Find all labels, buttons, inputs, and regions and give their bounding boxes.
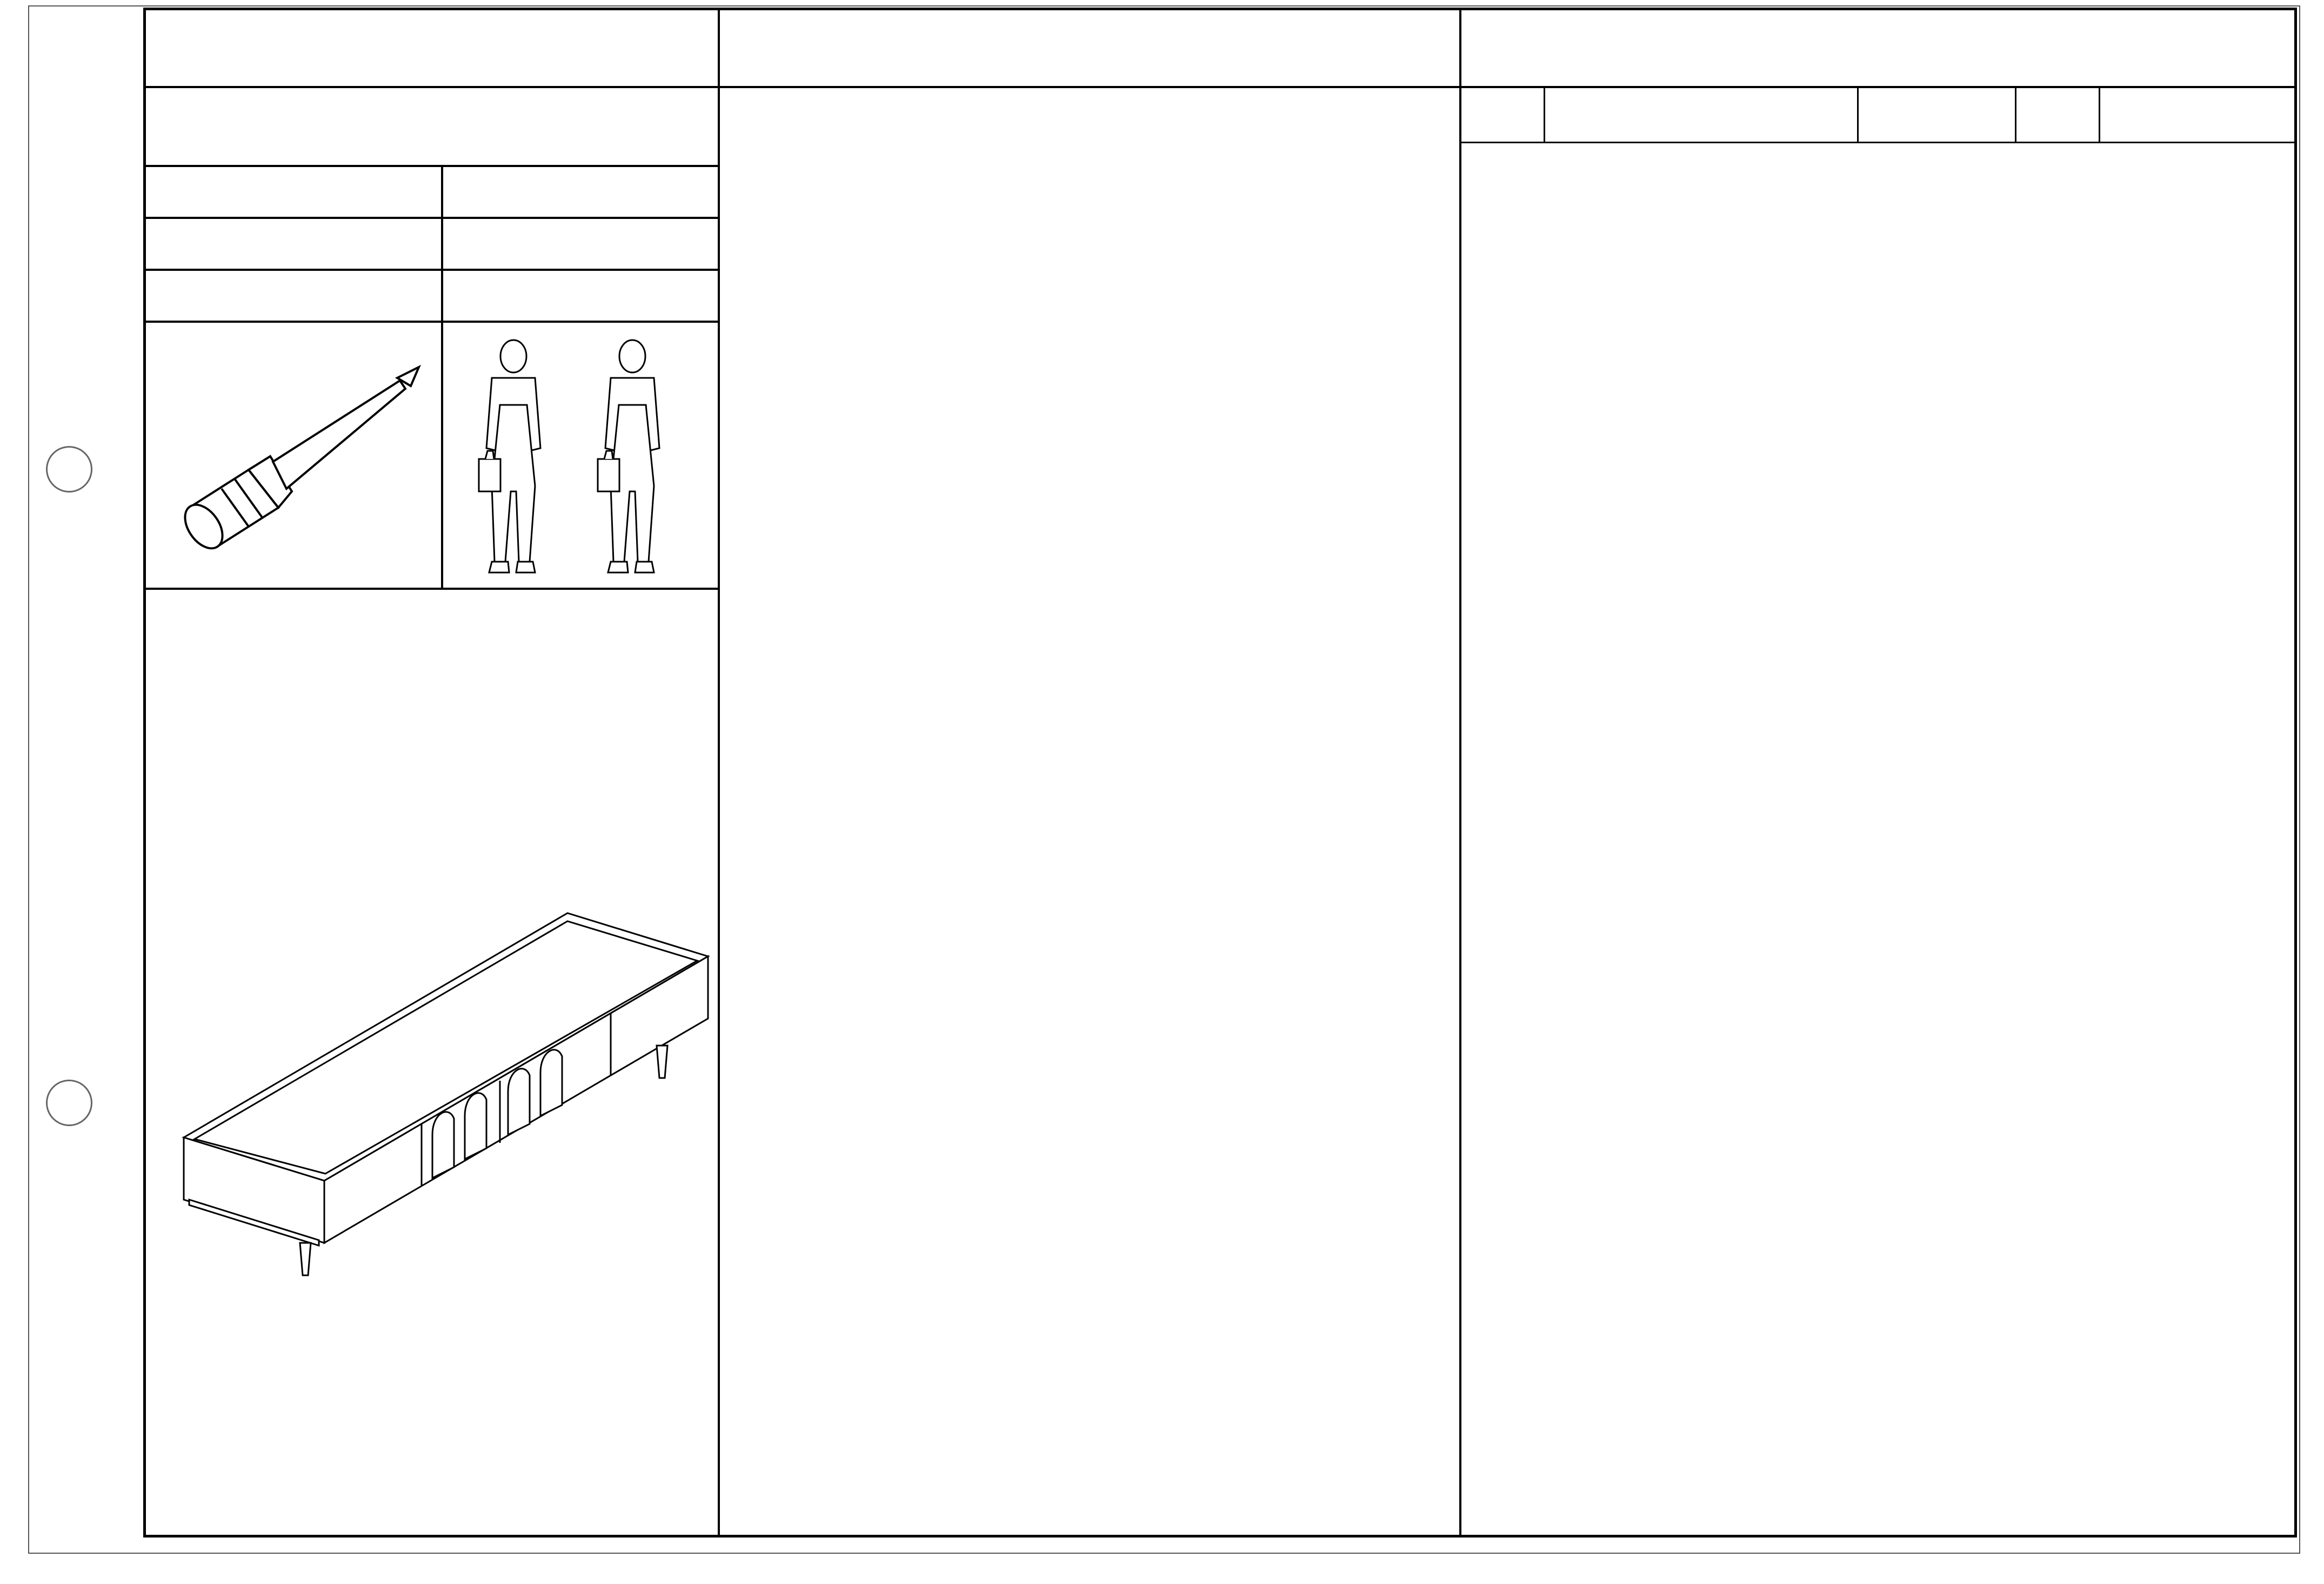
brand-logo [146,10,718,86]
document-frame [143,8,2297,1538]
parts-title [1461,10,2295,86]
person-icon [598,340,659,573]
hardware-title [720,10,1459,86]
spec-value [443,219,718,269]
screwdriver-icon [168,345,427,562]
person-icon [479,340,540,573]
tv-cabinet-drawing [178,897,713,1286]
installer-label [443,271,718,321]
spec-label [146,219,441,269]
col-header-qty [2016,88,2100,142]
col-header-spec [1859,88,2016,142]
installers-icon [459,335,708,583]
col-header-no [1461,88,1545,142]
punch-hole-icon [46,1080,92,1126]
punch-hole-icon [46,446,92,492]
parts-header-row [1461,88,2295,143]
assembly-title [146,88,718,165]
col-header-material [2100,88,2295,142]
row-divider [146,588,718,590]
hardware-grid [720,88,1459,1132]
model-label [146,167,441,217]
parts-table [1461,88,2295,1050]
model-value [443,167,718,217]
row-divider [146,321,718,323]
col-header-name [1545,88,1859,142]
tool-label [146,271,441,321]
